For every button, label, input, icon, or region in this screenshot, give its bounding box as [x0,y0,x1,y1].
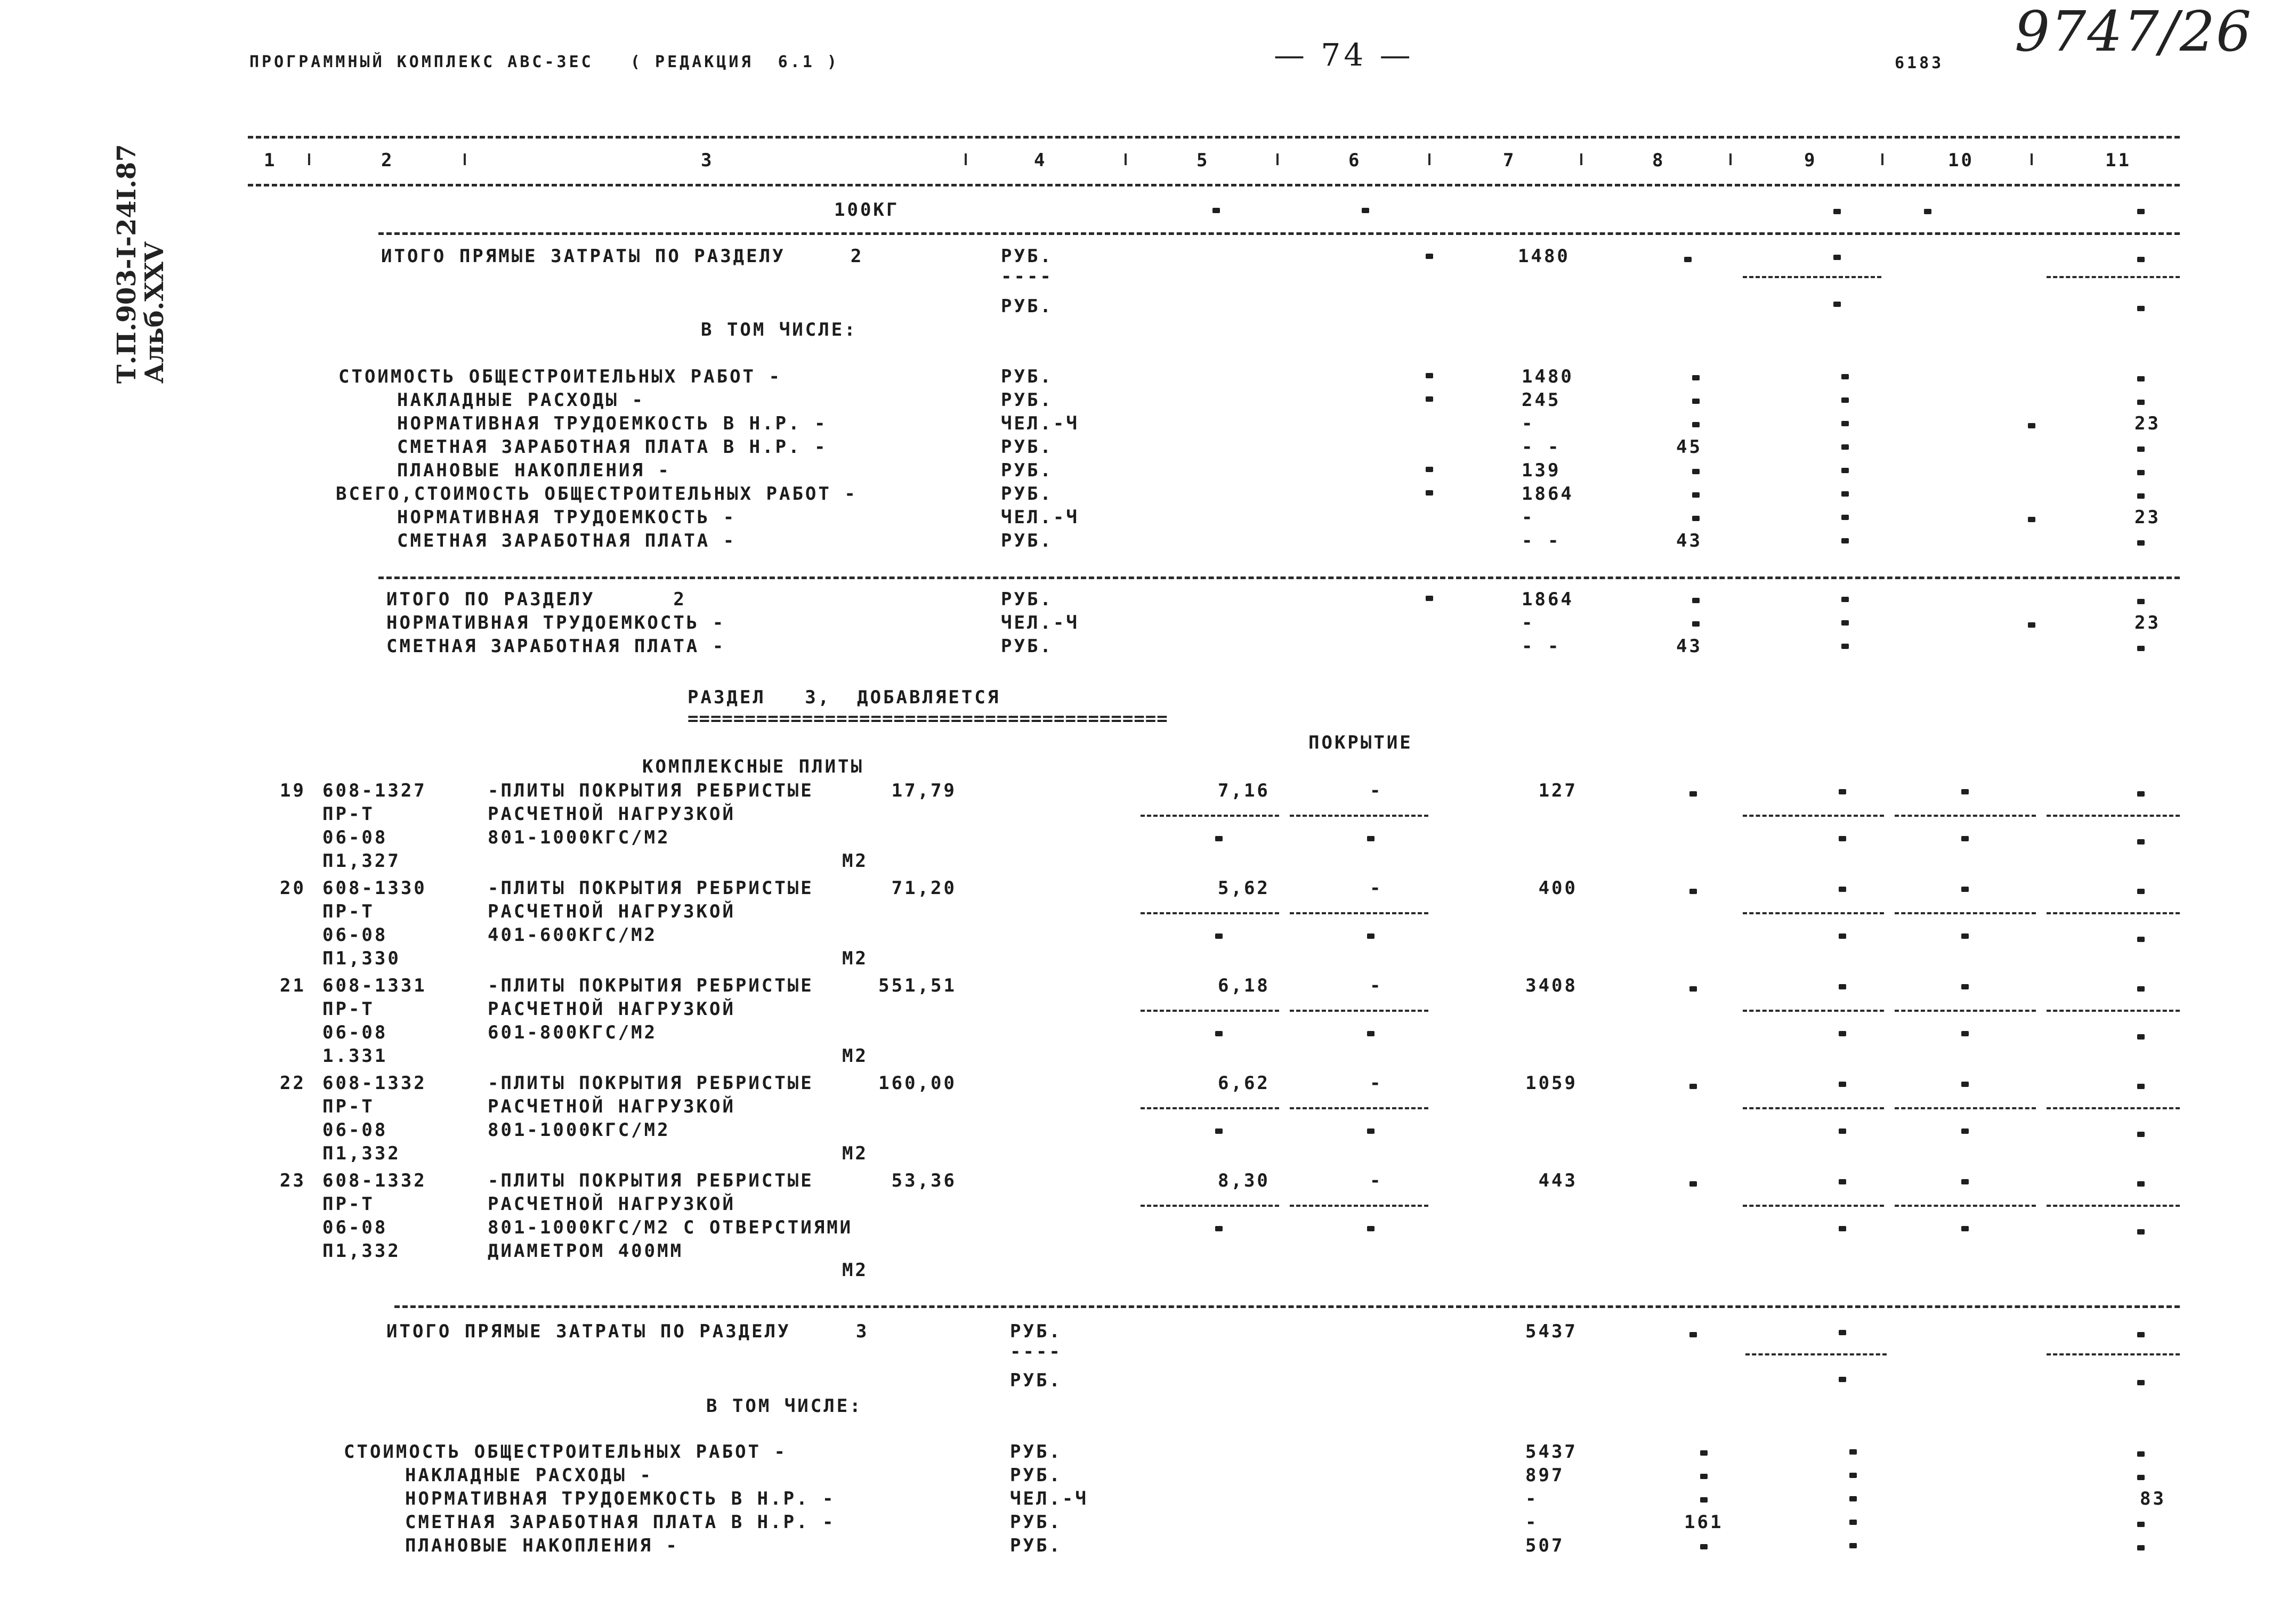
col-2: 2 [381,150,394,171]
in-including-heading: В ТОМ ЧИСЛЕ: [706,1395,863,1417]
rule [378,232,2180,235]
breakdown-unit: РУБ. [1001,589,1053,610]
item-unit: М2 [842,948,868,969]
blank-mark [1700,1450,1708,1456]
side-stamp [113,144,168,384]
item-description: ДИАМЕТРОМ 400ММ [488,1240,684,1262]
item-unit-price: 5,62 [1218,878,1270,899]
blank-mark [1961,789,1969,794]
blank-mark [2137,1451,2145,1457]
breakdown-unit: ЧЕЛ.-Ч [1001,612,1079,634]
item-description: РАСЧЕТНОЙ НАГРУЗКОЙ [488,1096,735,1117]
breakdown-unit: РУБ. [1001,530,1053,551]
dashes: ---- [1010,1341,1062,1362]
blank-mark [1692,598,1700,603]
section3-direct-total-label: ИТОГО ПРЯМЫЕ ЗАТРАТЫ ПО РАЗДЕЛУ 3 [386,1321,869,1342]
blank-mark [1841,421,1849,426]
blank-mark [1367,1128,1374,1134]
breakdown-col7: - - [1522,436,1561,458]
section2-direct-total-label: ИТОГО ПРЯМЫЕ ЗАТРАТЫ ПО РАЗДЕЛУ 2 [381,246,864,267]
blank-mark [1689,791,1697,797]
blank-mark [1841,444,1849,450]
breakdown-col7: - [1522,413,1535,434]
item-code: 608-1332 [322,1170,427,1191]
item-type: ПР-Т [322,998,375,1020]
blank-mark [2137,646,2145,651]
item-quantity: 17,79 [891,780,957,801]
item-unit: М2 [842,850,868,872]
section3-group: КОМПЛЕКСНЫЕ ПЛИТЫ [642,756,864,777]
cell-rule [1290,1205,1428,1207]
breakdown-label: СТОИМОСТЬ ОБЩЕСТРОИТЕЛЬНЫХ РАБОТ - [344,1441,787,1463]
item-unit-price: 6,62 [1218,1073,1270,1094]
item-quantity: 160,00 [878,1073,957,1094]
breakdown-unit: РУБ. [1001,636,1053,657]
side-stamp-line2: Альб.XXV [140,242,169,384]
cell-rule [1290,1010,1428,1012]
blank-mark [1961,984,1969,989]
breakdown-unit: РУБ. [1001,483,1053,505]
blank-mark [1692,469,1700,474]
unit-100kg: 100КГ [834,199,900,221]
breakdown-col7: - - [1522,530,1561,551]
blank-mark [1849,1473,1857,1478]
breakdown-col8: 45 [1676,436,1702,458]
item-number: 19 [280,780,306,801]
item-total: 3408 [1525,975,1578,996]
blank-mark [1839,984,1846,989]
breakdown-col7: 507 [1525,1535,1565,1556]
blank-mark [1839,1179,1846,1184]
blank-mark [1839,1031,1846,1036]
blank-mark [1215,836,1223,841]
section3-subtitle: ПОКРЫТИЕ [1308,732,1413,753]
blank-mark [1839,933,1846,939]
item-description: РАСЧЕТНОЙ НАГРУЗКОЙ [488,803,735,825]
blank-mark [1961,1082,1969,1087]
blank-mark [1841,620,1849,626]
col-7: 7 [1503,150,1516,171]
blank-mark [1700,1474,1708,1479]
breakdown-unit: РУБ. [1010,1512,1062,1533]
blank-mark [1841,644,1849,649]
blank-mark [1849,1543,1857,1548]
item-code: 608-1327 [322,780,427,801]
breakdown-col8: 161 [1684,1512,1724,1533]
page-number: — 74 — [1274,37,1414,73]
item-number: 23 [280,1170,306,1191]
breakdown-label: НОРМАТИВНАЯ ТРУДОЕМКОСТЬ В Н.Р. - [397,413,828,434]
blank-mark [1367,1226,1374,1231]
item-description: 801-1000КГС/М2 [488,827,670,848]
breakdown-col11: 23 [2134,507,2161,528]
breakdown-label: СМЕТНАЯ ЗАРАБОТНАЯ ПЛАТА В Н.Р. - [397,436,828,458]
item-description: 801-1000КГС/М2 С ОТВЕРСТИЯМИ [488,1217,853,1238]
blank-mark [1689,1181,1697,1187]
item-description: 601-800КГС/М2 [488,1022,658,1043]
blank-mark [1367,836,1374,841]
breakdown-label: ПЛАНОВЫЕ НАКОПЛЕНИЯ - [397,460,671,481]
breakdown-label: ПЛАНОВЫЕ НАКОПЛЕНИЯ - [405,1535,679,1556]
blank-mark [1841,491,1849,497]
header-bottom-rule [248,184,2180,186]
blank-mark [2137,791,2145,797]
item-quantity: 71,20 [891,878,957,899]
blank-mark [2137,493,2145,499]
item-ref: 06-08 [322,924,388,946]
side-stamp-line1: Т.П.903-I-24I.87 [112,144,142,384]
blank-mark [1961,933,1969,939]
blank-mark [2137,446,2145,452]
breakdown-label: НАКЛАДНЫЕ РАСХОДЫ - [397,389,645,411]
breakdown-unit: ЧЕЛ.-Ч [1010,1488,1088,1509]
item-ref2: П1,332 [322,1240,401,1262]
blank-mark [1215,1128,1223,1134]
breakdown-label: СМЕТНАЯ ЗАРАБОТНАЯ ПЛАТА - [386,636,726,657]
blank-mark [2137,1545,2145,1550]
cell-rule [1290,912,1428,914]
item-ref2: П1,332 [322,1143,401,1164]
cell-rule [1895,815,2036,817]
breakdown-col7: 897 [1525,1465,1565,1486]
blank-mark [1367,933,1374,939]
blank-mark [1841,538,1849,543]
col-1: 1 [264,150,277,171]
item-col6: - [1370,1170,1383,1191]
breakdown-col8: 43 [1676,636,1702,657]
blank-mark [2137,1132,2145,1137]
breakdown-unit: РУБ. [1010,1441,1062,1463]
cell-rule [1290,1107,1428,1109]
item-code: 608-1332 [322,1073,427,1094]
blank-mark [2137,889,2145,894]
col-6: 6 [1348,150,1362,171]
item-unit: М2 [842,1143,868,1164]
breakdown-unit: РУБ. [1010,1535,1062,1556]
blank-mark [2137,400,2145,405]
table-top-rule [248,136,2180,139]
breakdown-unit: ЧЕЛ.-Ч [1001,413,1079,434]
cell-rule [1743,912,1884,914]
breakdown-label: НОРМАТИВНАЯ ТРУДОЕМКОСТЬ - [386,612,726,634]
blank-mark [2137,540,2145,546]
blank-mark [1692,422,1700,427]
cell-rule [1895,1205,2036,1207]
blank-mark [1849,1449,1857,1455]
item-description: 801-1000КГС/М2 [488,1119,670,1141]
item-col6: - [1370,780,1383,801]
item-code: 608-1331 [322,975,427,996]
document-code: 6183 [1895,54,1944,72]
blank-mark [1426,490,1433,496]
breakdown-col7: - - [1522,636,1561,657]
item-number: 20 [280,878,306,899]
item-unit: М2 [842,1045,868,1067]
cell-rule [1290,815,1428,817]
cell-rule [1141,1205,1279,1207]
blank-mark [2137,1522,2145,1527]
breakdown-col7: 5437 [1525,1441,1578,1463]
section2-direct-total-value: 1480 [1518,246,1570,267]
unit: РУБ. [1001,246,1053,267]
blank-mark [2137,1181,2145,1187]
breakdown-unit: РУБ. [1001,460,1053,481]
item-unit-price: 7,16 [1218,780,1270,801]
blank-mark [1426,467,1433,472]
breakdown-col8: 43 [1676,530,1702,551]
blank-mark [1839,1128,1846,1134]
blank-mark [1841,374,1849,379]
blank-mark [1700,1544,1708,1549]
breakdown-label: ИТОГО ПО РАЗДЕЛУ 2 [386,589,686,610]
blank-mark [1841,515,1849,520]
item-description: -ПЛИТЫ ПОКРЫТИЯ РЕБРИСТЫЕ [488,780,814,801]
item-type: ПР-Т [322,901,375,922]
blank-mark [2137,470,2145,475]
breakdown-col7: - [1525,1512,1539,1533]
section3-title: РАЗДЕЛ 3, ДОБАВЛЯЕТСЯ [688,687,1001,708]
cell-rule [2047,1010,2180,1012]
unit: РУБ. [1010,1321,1062,1342]
blank-mark [2137,1084,2145,1089]
cell-rule [1743,815,1884,817]
in-including-heading: В ТОМ ЧИСЛЕ: [701,319,858,340]
blank-mark [1849,1496,1857,1501]
item-description: 401-600КГС/М2 [488,924,658,946]
item-ref: 06-08 [322,1217,388,1238]
cell-rule [2047,1205,2180,1207]
item-description: РАСЧЕТНОЙ НАГРУЗКОЙ [488,998,735,1020]
blank-mark [1841,597,1849,602]
item-unit-price: 6,18 [1218,975,1270,996]
breakdown-label: СТОИМОСТЬ ОБЩЕСТРОИТЕЛЬНЫХ РАБОТ - [338,366,782,387]
program-title: ПРОГРАММНЫЙ КОМПЛЕКС АВС-3ЕС ( РЕДАКЦИЯ 6.1 ) [249,53,839,71]
item-total: 400 [1538,878,1578,899]
item-total: 1059 [1525,1073,1578,1094]
breakdown-col11: 23 [2134,413,2161,434]
cell-rule [1141,1107,1279,1109]
item-description: -ПЛИТЫ ПОКРЫТИЯ РЕБРИСТЫЕ [488,975,814,996]
breakdown-col7: - [1522,507,1535,528]
section3-direct-total-value: 5437 [1525,1321,1578,1342]
item-quantity: 551,51 [878,975,957,996]
blank-mark [1692,399,1700,404]
breakdown-unit: РУБ. [1010,1465,1062,1486]
item-description: -ПЛИТЫ ПОКРЫТИЯ РЕБРИСТЫЕ [488,1170,814,1191]
blank-mark [1841,397,1849,403]
breakdown-col11: 23 [2134,612,2161,634]
breakdown-col11: 83 [2140,1488,2166,1509]
cell-rule [2047,815,2180,817]
item-total: 127 [1538,780,1578,801]
blank-mark [2137,1475,2145,1480]
breakdown-col7: 1864 [1522,483,1574,505]
item-ref2: П1,327 [322,850,401,872]
item-col6: - [1370,878,1383,899]
breakdown-col7: - [1525,1488,1539,1509]
breakdown-col7: - [1522,612,1535,634]
cell-rule [1895,912,2036,914]
blank-mark [2028,423,2035,428]
blank-mark [1839,1226,1846,1231]
blank-mark [1692,375,1700,380]
blank-mark [1689,1084,1697,1089]
unit: РУБ. [1010,1370,1062,1391]
item-type: ПР-Т [322,1096,375,1117]
cell-rule [2047,1107,2180,1109]
blank-mark [1839,836,1846,841]
cell-rule [1895,1010,2036,1012]
breakdown-unit: РУБ. [1001,366,1053,387]
item-description: РАСЧЕТНОЙ НАГРУЗКОЙ [488,1193,735,1215]
blank-mark [1215,933,1223,939]
blank-mark [1700,1497,1708,1503]
blank-mark [1961,1128,1969,1134]
cell-rule [1743,1205,1884,1207]
col-3: 3 [701,150,714,171]
col-4: 4 [1034,150,1047,171]
item-number: 21 [280,975,306,996]
blank-mark [1849,1520,1857,1525]
item-col6: - [1370,975,1383,996]
item-ref: 06-08 [322,827,388,848]
blank-mark [1215,1031,1223,1036]
item-quantity: 53,36 [891,1170,957,1191]
blank-mark [1839,789,1846,794]
breakdown-unit: РУБ. [1001,436,1053,458]
blank-mark [1961,887,1969,892]
breakdown-col7: 1864 [1522,589,1574,610]
breakdown-label: НАКЛАДНЫЕ РАСХОДЫ - [405,1465,653,1486]
breakdown-col7: 139 [1522,460,1561,481]
col-11: 11 [2105,150,2131,171]
item-type: ПР-Т [322,1193,375,1215]
blank-mark [2137,1034,2145,1040]
cell-rule [1895,1107,2036,1109]
blank-mark [1839,887,1846,892]
blank-mark [1692,492,1700,498]
col-10: 10 [1948,150,1974,171]
blank-mark [2137,376,2145,381]
breakdown-unit: ЧЕЛ.-Ч [1001,507,1079,528]
breakdown-label: СМЕТНАЯ ЗАРАБОТНАЯ ПЛАТА - [397,530,737,551]
cell-rule [1743,1010,1884,1012]
blank-mark [1961,1031,1969,1036]
breakdown-unit: РУБ. [1001,389,1053,411]
col-5: 5 [1196,150,1210,171]
breakdown-col7: 1480 [1522,366,1574,387]
blank-mark [1689,986,1697,992]
col-9: 9 [1804,150,1817,171]
item-code: 608-1330 [322,878,427,899]
blank-mark [2028,517,2035,522]
item-unit: М2 [842,1260,868,1281]
cell-rule [1743,1107,1884,1109]
blank-mark [1692,516,1700,521]
cell-rule [1141,815,1279,817]
handwritten-inventory-number: 9747/26 [2015,0,2253,64]
cell-rule [2047,912,2180,914]
blank-mark [2137,599,2145,604]
item-description: -ПЛИТЫ ПОКРЫТИЯ РЕБРИСТЫЕ [488,878,814,899]
blank-mark [2028,622,2035,628]
breakdown-label: СМЕТНАЯ ЗАРАБОТНАЯ ПЛАТА В Н.Р. - [405,1512,836,1533]
item-ref: 06-08 [322,1119,388,1141]
blank-mark [1689,889,1697,894]
unit: РУБ. [1001,296,1053,317]
breakdown-label: НОРМАТИВНАЯ ТРУДОЕМКОСТЬ - [397,507,737,528]
blank-mark [1215,1226,1223,1231]
blank-mark [1839,1082,1846,1087]
item-description: -ПЛИТЫ ПОКРЫТИЯ РЕБРИСТЫЕ [488,1073,814,1094]
dashes: ---- [1001,266,1053,287]
blank-mark [1367,1031,1374,1036]
cell-rule [1141,1010,1279,1012]
breakdown-label: НОРМАТИВНАЯ ТРУДОЕМКОСТЬ В Н.Р. - [405,1488,836,1509]
blank-mark [1961,836,1969,841]
cell-rule [1141,912,1279,914]
item-type: ПР-Т [322,803,375,825]
item-total: 443 [1538,1170,1578,1191]
blank-mark [1426,396,1433,402]
blank-mark [1426,373,1433,378]
item-ref2: П1,330 [322,948,401,969]
blank-mark [1692,621,1700,627]
item-col6: - [1370,1073,1383,1094]
col-8: 8 [1652,150,1665,171]
breakdown-label: ВСЕГО,СТОИМОСТЬ ОБЩЕСТРОИТЕЛЬНЫХ РАБОТ - [336,483,858,505]
section3-underline: ========================================== [688,708,1168,729]
blank-mark [1961,1179,1969,1184]
blank-mark [2137,839,2145,845]
blank-mark [2137,986,2145,992]
blank-mark [1841,468,1849,473]
blank-mark [2137,937,2145,942]
item-description: РАСЧЕТНОЙ НАГРУЗКОЙ [488,901,735,922]
rule [394,1305,2180,1308]
rule [378,576,2180,579]
item-ref: 06-08 [322,1022,388,1043]
blank-mark [1961,1226,1969,1231]
item-number: 22 [280,1073,306,1094]
item-ref2: 1.331 [322,1045,388,1067]
item-unit-price: 8,30 [1218,1170,1270,1191]
breakdown-col7: 245 [1522,389,1561,411]
blank-mark [2137,1229,2145,1235]
blank-mark [1426,596,1433,601]
